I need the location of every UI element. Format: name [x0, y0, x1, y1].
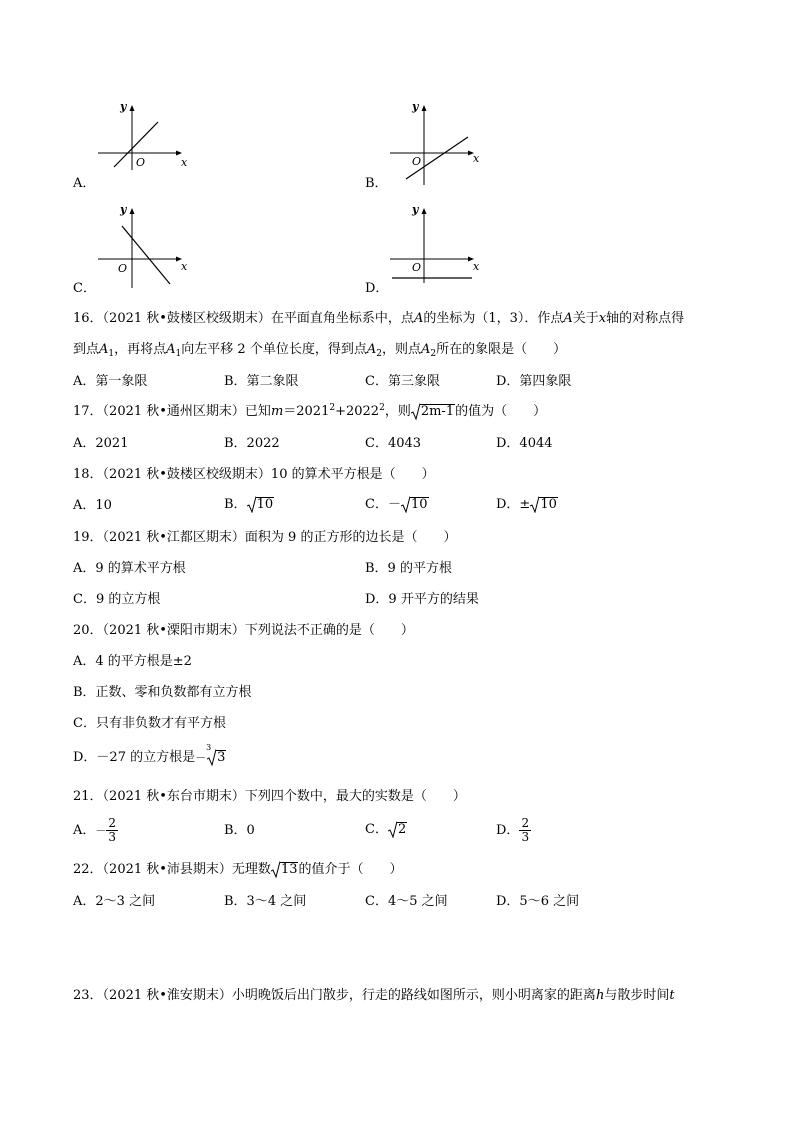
q22-option-d[interactable]: D．5～6 之间	[496, 894, 580, 909]
q20-option-d[interactable]	[73, 743, 226, 765]
q20-option-a[interactable]: A．4 的平方根是±2	[73, 654, 192, 669]
option-b-label: B．	[365, 176, 388, 191]
q18-option-a[interactable]: A．10	[73, 498, 112, 513]
q18-c-radicand: 10	[410, 497, 428, 512]
q17-text-3: +2022	[335, 404, 380, 419]
q16-sub-2: 2	[430, 349, 437, 359]
q21-option-a-letter: A．	[73, 822, 96, 838]
q20-option-b[interactable]: B．正数、零和负数都有立方根	[73, 685, 252, 700]
graph-b-x-label: x	[473, 152, 480, 165]
q21-a-denominator: 3	[108, 829, 117, 844]
q21-a-numerator: 2	[108, 816, 117, 830]
q20-stem: 20．（2021 秋•溧阳市期末）下列说法不正确的是（ ）	[73, 623, 414, 638]
q19-option-c[interactable]: C．9 的立方根	[73, 592, 161, 607]
graph-option-c	[96, 203, 196, 288]
q23-text-2: 与散步时间	[604, 988, 670, 1003]
q20-d-radicand: 3	[217, 750, 226, 765]
graph-d-y-label: y	[412, 203, 419, 216]
graph-option-a	[96, 100, 196, 170]
q16-option-d[interactable]: D．第四象限	[496, 374, 572, 389]
q21-d-fraction	[519, 817, 531, 843]
q18-option-c[interactable]	[365, 497, 429, 512]
q18-d-radicand: 10	[540, 497, 557, 512]
q22-option-c[interactable]: C．4～5 之间	[365, 894, 448, 909]
q16-text-3: 关于	[572, 311, 599, 326]
q16-text-9: 所在的象限是（ ）	[436, 342, 567, 357]
q17-text-4: ，则	[384, 404, 411, 419]
q18-stem: 18．（2021 秋•鼓楼区校级期末）10 的算术平方根是（ ）	[73, 467, 435, 482]
q16-line2	[73, 343, 566, 359]
graph-c-line	[122, 226, 170, 284]
q17-stem	[73, 404, 546, 419]
graph-d-origin-label: O	[412, 261, 422, 274]
graph-a-origin-label: O	[136, 156, 146, 169]
q19-option-d[interactable]: D．9 开平方的结果	[365, 592, 479, 607]
graph-d-svg	[388, 203, 488, 283]
graph-a-svg	[96, 100, 196, 170]
option-a-label: A．	[73, 176, 96, 191]
q17-radicand: 2m-1	[420, 404, 455, 419]
sqrt-sign-icon	[411, 403, 420, 420]
sqrt-sign-icon	[530, 496, 539, 513]
q17-exp-2: 2	[379, 403, 385, 413]
q16-text-1: 16．（2021 秋•鼓楼区校级期末）在平面直角坐标系中，点	[73, 311, 414, 326]
q17-text-1: 17．（2021 秋•通州区期末）已知	[73, 404, 271, 419]
q21-d-numerator: 2	[521, 816, 530, 830]
q22-radicand: 13	[280, 862, 298, 877]
q22-text-1: 22．（2021 秋•沛县期末）无理数	[73, 862, 271, 877]
graph-b-origin-label: O	[412, 155, 422, 168]
q16-line1	[73, 312, 684, 325]
q18-option-b-letter: B．	[224, 497, 247, 512]
q17-option-d[interactable]: D．4044	[496, 436, 553, 451]
q22-option-a[interactable]: A．2～3 之间	[73, 894, 156, 909]
q22-text-2: 的值介于（ ）	[298, 862, 403, 877]
q22-sqrt	[271, 862, 299, 877]
graph-c-svg	[96, 203, 196, 288]
q21-c-radicand: 2	[397, 822, 407, 837]
q16-var-a: A	[420, 342, 431, 357]
q23-var-t: t	[669, 988, 675, 1003]
graph-option-b	[388, 100, 488, 185]
q18-option-b[interactable]	[224, 497, 274, 512]
q21-a-fraction	[106, 817, 118, 843]
q20-option-d-text: D．－27 的立方根是	[73, 750, 196, 765]
sqrt-sign-icon	[271, 861, 280, 878]
sqrt-sign-icon	[401, 496, 410, 513]
q16-option-c[interactable]: C．第三象限	[365, 374, 440, 389]
q21-option-d-letter: D．	[496, 822, 520, 838]
q21-option-d[interactable]	[496, 817, 531, 843]
q20-option-c[interactable]: C．只有非负数才有平方根	[73, 716, 226, 731]
q16-text-5: 到点	[73, 342, 100, 357]
q21-option-c[interactable]	[365, 822, 407, 837]
q21-a-neg: －	[95, 823, 107, 837]
q17-option-b[interactable]: B．2022	[224, 436, 280, 451]
q17-sqrt	[411, 404, 455, 419]
q16-var-x: x	[598, 311, 607, 326]
graph-b-svg	[388, 100, 488, 185]
q19-option-b[interactable]: B．9 的平方根	[365, 561, 452, 576]
q16-var-a: A	[413, 311, 424, 326]
q16-sub-1: 1	[108, 349, 115, 359]
q18-b-sqrt	[247, 497, 275, 512]
q17-var-m: m	[270, 404, 284, 419]
q16-text-6: ，再将点	[114, 342, 167, 357]
q23-stem	[73, 989, 675, 1002]
q19-stem: 19．（2021 秋•江都区期末）面积为 9 的正方形的边长是（ ）	[73, 530, 457, 545]
q16-sub-1: 1	[175, 349, 182, 359]
q21-stem: 21．（2021 秋•东台市期末）下列四个数中，最大的实数是（ ）	[73, 789, 466, 804]
q23-var-h: h	[595, 988, 605, 1003]
q17-exp-1: 2	[329, 403, 336, 413]
q16-text-4: 轴的对称点得	[606, 311, 685, 326]
q16-text-2: 的坐标为（1，3）．作点	[423, 311, 564, 326]
option-c-label: C．	[73, 281, 96, 296]
q16-text-7: 向左平移 2 个单位长度，得到点	[181, 342, 367, 357]
graph-c-x-label: x	[181, 260, 188, 273]
q20-d-root-index: 3	[206, 743, 212, 752]
q21-option-b[interactable]: B．0	[224, 823, 255, 838]
q18-option-d-letter: D．±	[496, 497, 531, 512]
q18-b-radicand: 10	[256, 497, 274, 512]
q18-d-sqrt	[530, 497, 558, 512]
q18-option-c-letter: C．－	[365, 497, 401, 512]
graph-d-x-label: x	[473, 260, 480, 273]
graph-c-y-label: y	[120, 203, 127, 216]
q21-option-a[interactable]	[73, 817, 118, 843]
q23-text-1: 23．（2021 秋•淮安期末）小明晚饭后出门散步，行走的路线如图所示，则小明离家的距离	[73, 988, 596, 1003]
q18-c-sqrt	[401, 497, 429, 512]
q16-var-a: A	[99, 342, 109, 357]
q20-d-neg: －	[195, 751, 207, 764]
q17-text-2: ＝2021	[283, 404, 330, 419]
q16-option-b[interactable]: B．第二象限	[224, 374, 299, 389]
graph-b-y-label: y	[412, 100, 419, 113]
q16-option-a[interactable]: A．第一象限	[73, 374, 148, 389]
graph-a-y-label: y	[120, 100, 127, 113]
q16-var-a: A	[366, 342, 377, 357]
q16-var-a: A	[166, 342, 176, 357]
sqrt-sign-icon	[247, 496, 256, 513]
cbrt-sign-icon	[207, 749, 216, 766]
q19-option-a[interactable]: A．9 的算术平方根	[73, 561, 186, 576]
q17-text-5: 的值为（ ）	[455, 404, 547, 419]
q16-var-a: A	[563, 311, 573, 326]
q21-d-denominator: 3	[521, 829, 530, 844]
graph-c-origin-label: O	[118, 262, 128, 275]
option-d-label: D．	[365, 281, 389, 296]
q17-option-a[interactable]: A．2021	[73, 436, 129, 451]
q21-option-c-letter: C．	[365, 822, 388, 837]
q17-option-c[interactable]: C．4043	[365, 436, 422, 451]
q16-text-8: ，则点	[381, 342, 421, 357]
q21-c-sqrt	[388, 822, 407, 837]
q16-sub-2: 2	[376, 349, 382, 359]
q22-option-b[interactable]: B．3～4 之间	[224, 894, 307, 909]
sqrt-sign-icon	[388, 821, 397, 838]
q20-d-cbrt	[206, 743, 226, 765]
q18-option-d[interactable]	[496, 497, 558, 512]
q22-stem	[73, 862, 403, 877]
graph-a-x-label: x	[181, 156, 188, 169]
graph-option-d	[388, 203, 488, 283]
